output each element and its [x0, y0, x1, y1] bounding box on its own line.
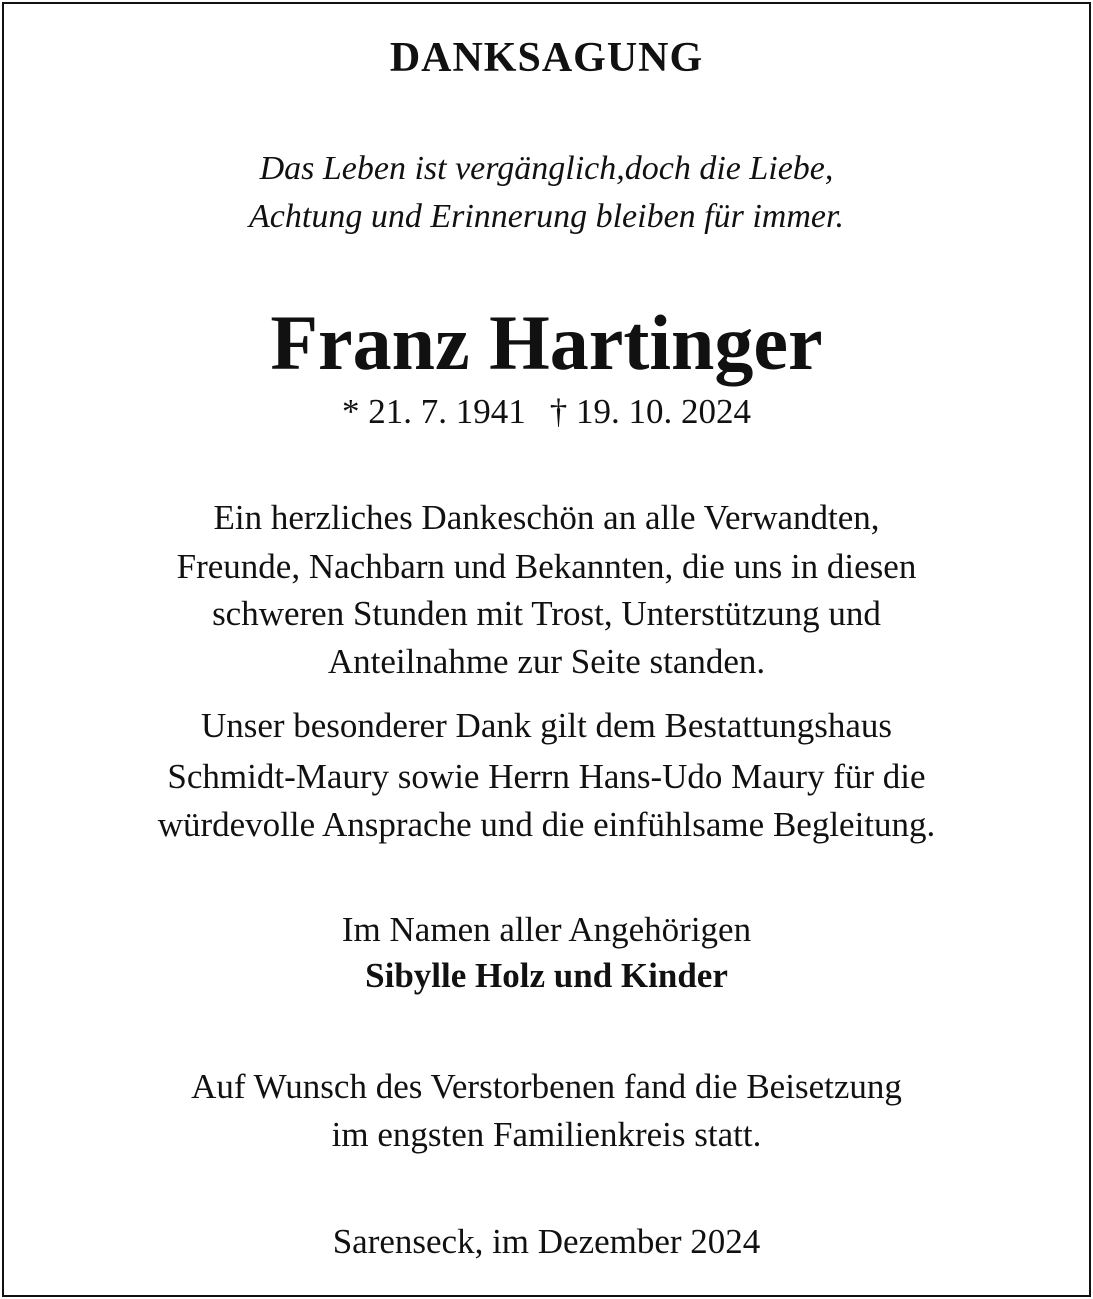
special-thanks-line-2: Schmidt-Maury sowie Herrn Hans-Udo Maury für die	[167, 757, 926, 796]
special-thanks-line-1: Unser besonderer Dank gilt dem Bestattungshaus	[200, 706, 893, 745]
birth-date: * 21. 7. 1941	[342, 392, 526, 431]
signature-names: Sibylle Holz und Kinder	[365, 956, 728, 995]
motto-line-1: Das Leben ist vergänglich,doch die Liebe,	[259, 150, 834, 187]
notice-heading: DANKSAGUNG	[389, 35, 704, 81]
thanks-line-2: Freunde, Nachbarn und Bekannten, die uns in diesen	[176, 547, 917, 586]
burial-note-line-1: Auf Wunsch des Verstorbenen fand die Beisetzung	[191, 1067, 902, 1106]
signature-intro: Im Namen aller Angehörigen	[341, 910, 752, 949]
motto-line-2: Achtung und Erinnerung bleiben für immer.	[249, 198, 844, 235]
thanks-line-1: Ein herzliches Dankeschön an alle Verwandten,	[213, 498, 880, 537]
deceased-name: Franz Hartinger	[270, 299, 823, 386]
thanks-line-3: schweren Stunden mit Trost, Unterstützung und	[212, 594, 881, 633]
life-dates	[0, 392, 1093, 432]
death-date: † 19. 10. 2024	[549, 392, 751, 431]
thanks-line-4: Anteilnahme zur Seite standen.	[327, 642, 766, 681]
burial-note-line-2: im engsten Familienkreis statt.	[331, 1115, 762, 1154]
special-thanks-line-3: würdevolle Ansprache und die einfühlsame Begleitung.	[157, 805, 936, 844]
place-and-date: Sarenseck, im Dezember 2024	[332, 1222, 761, 1261]
